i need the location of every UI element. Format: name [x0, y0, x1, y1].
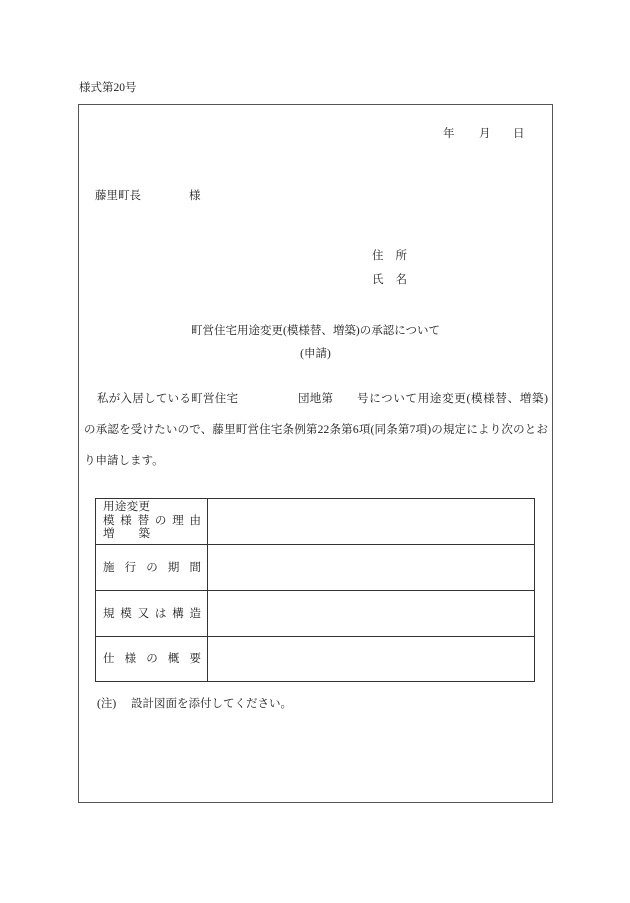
table-value-cell	[208, 637, 534, 681]
table-label-cell	[96, 499, 208, 544]
table-value-cell	[208, 591, 534, 636]
table-label-line: 用途変更	[103, 501, 151, 514]
document-title: 町営住宅用途変更(模様替、増築)の承認について	[191, 325, 440, 337]
addressee-honorific: 様	[189, 190, 201, 202]
document-subtitle: (申請)	[300, 348, 331, 360]
table-label: 規模又は構造	[103, 607, 207, 620]
table-label-cell	[96, 545, 212, 590]
body-line-1-end: 号について用途変更(模様替、増築)	[357, 393, 549, 405]
address-label: 住所	[372, 250, 419, 262]
note-text: 設計図面を添付してください。	[131, 698, 292, 710]
application-details-table	[95, 498, 535, 682]
addressee-name: 藤里町長	[95, 190, 141, 202]
note-marker: (注)	[97, 698, 117, 710]
body-line-1-start: 私が入居している町営住宅	[97, 393, 239, 405]
date-month-label: 月	[479, 128, 491, 140]
body-line-1-estate: 団地第	[298, 393, 334, 405]
table-label: 仕様の概要	[103, 653, 212, 665]
name-label: 氏名	[372, 274, 419, 286]
table-label-line: 増築	[103, 528, 174, 541]
date-year-label: 年	[443, 128, 455, 140]
table-row	[96, 499, 534, 545]
body-line-3: り申請します。	[84, 455, 164, 467]
table-label: 施行の期間	[103, 561, 212, 574]
body-line-2: の承認を受けたいので、藤里町営住宅条例第22条第6項(同条第7項)の規定により次のとお	[84, 424, 549, 436]
table-label-line: 模様替の理由	[103, 514, 207, 527]
date-day-label: 日	[513, 128, 525, 140]
table-label-cell	[96, 591, 208, 636]
table-label-cell	[96, 637, 212, 681]
table-row	[96, 591, 534, 637]
table-value-cell	[208, 499, 534, 544]
table-value-cell	[208, 545, 534, 590]
table-row	[96, 545, 534, 591]
form-number: 様式第20号	[79, 82, 137, 94]
table-row	[96, 637, 534, 681]
